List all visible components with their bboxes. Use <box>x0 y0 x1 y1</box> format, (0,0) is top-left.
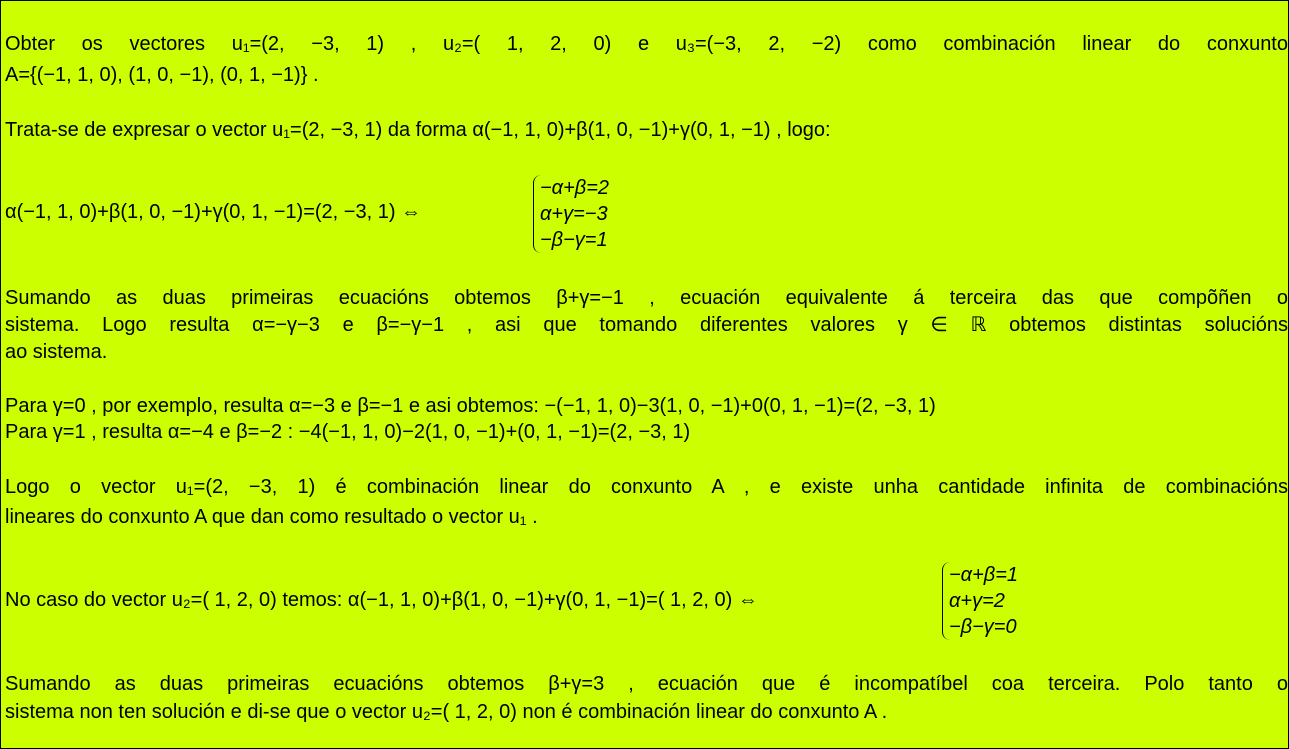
final-paragraph-line-1: Sumando as duas primeiras ecuacións obtemos β+γ=3 , ecuación que é incompatíbel coa terceira. Polo tanto o <box>5 673 1288 695</box>
system-1-row: −β−γ=1 <box>540 229 608 251</box>
final-paragraph-line-2: sistema non ten solución e di-se que o vector u₂=( 1, 2, 0) non é combinación linear do conxunto A . <box>5 701 888 723</box>
example-gamma-0: Para γ=0 , por exemplo, resulta α=−3 e β=−1 e asi obtemos: −(−1, 1, 0)−3(1, 0, −1)+0(0, 1, −1)=(2, −3, 1) <box>5 395 936 417</box>
conclusion-line-1: Logo o vector u₁=(2, −3, 1) é combinación linear do conxunto A , e existe unha cantidade infinita de combinacións <box>5 476 1288 498</box>
equation-system-2 <box>942 562 1018 640</box>
example-gamma-1: Para γ=1 , resulta α=−4 e β=−2 : −4(−1, 1, 0)−2(1, 0, −1)+(0, 1, −1)=(2, −3, 1) <box>5 421 691 443</box>
intro-line-2: A={(−1, 1, 0), (1, 0, −1), (0, 1, −1)} . <box>5 64 319 86</box>
system-1-row: −α+β=2 <box>540 177 609 199</box>
expression-statement: Trata-se de expresar o vector u₁=(2, −3, 1) da forma α(−1, 1, 0)+β(1, 0, −1)+γ(0, 1, −1) , logo: <box>5 119 831 141</box>
sum-paragraph-line-1: Sumando as duas primeiras ecuacións obtemos β+γ=−1 , ecuación equivalente á terceira das que compõñen o <box>5 287 1288 309</box>
system-1-row: α+γ=−3 <box>540 203 608 225</box>
equation-2-lhs: No caso do vector u₂=( 1, 2, 0) temos: α(−1, 1, 0)+β(1, 0, −1)+γ(0, 1, −1)=( 1, 2, 0) ⇔ <box>5 589 758 611</box>
conclusion-line-2: lineares do conxunto A que dan como resultado o vector u₁ . <box>5 506 538 528</box>
intro-line-1: Obter os vectores u₁=(2, −3, 1) , u₂=( 1, 2, 0) e u₃=(−3, 2, −2) como combinación linear do conxunto <box>5 33 1288 55</box>
sum-paragraph-line-2: sistema. Logo resulta α=−γ−3 e β=−γ−1 , asi que tomando diferentes valores γ ∈ ℝ obtemos distintas solucións <box>5 314 1288 336</box>
system-2-row: α+γ=2 <box>949 590 1005 612</box>
sum-paragraph-line-3: ao sistema. <box>5 341 108 363</box>
equation-system-1 <box>533 175 609 253</box>
system-2-row: −β−γ=0 <box>949 616 1017 638</box>
system-2-row: −α+β=1 <box>949 564 1018 586</box>
equation-1-lhs: α(−1, 1, 0)+β(1, 0, −1)+γ(0, 1, −1)=(2, −3, 1) ⇔ <box>5 201 422 223</box>
